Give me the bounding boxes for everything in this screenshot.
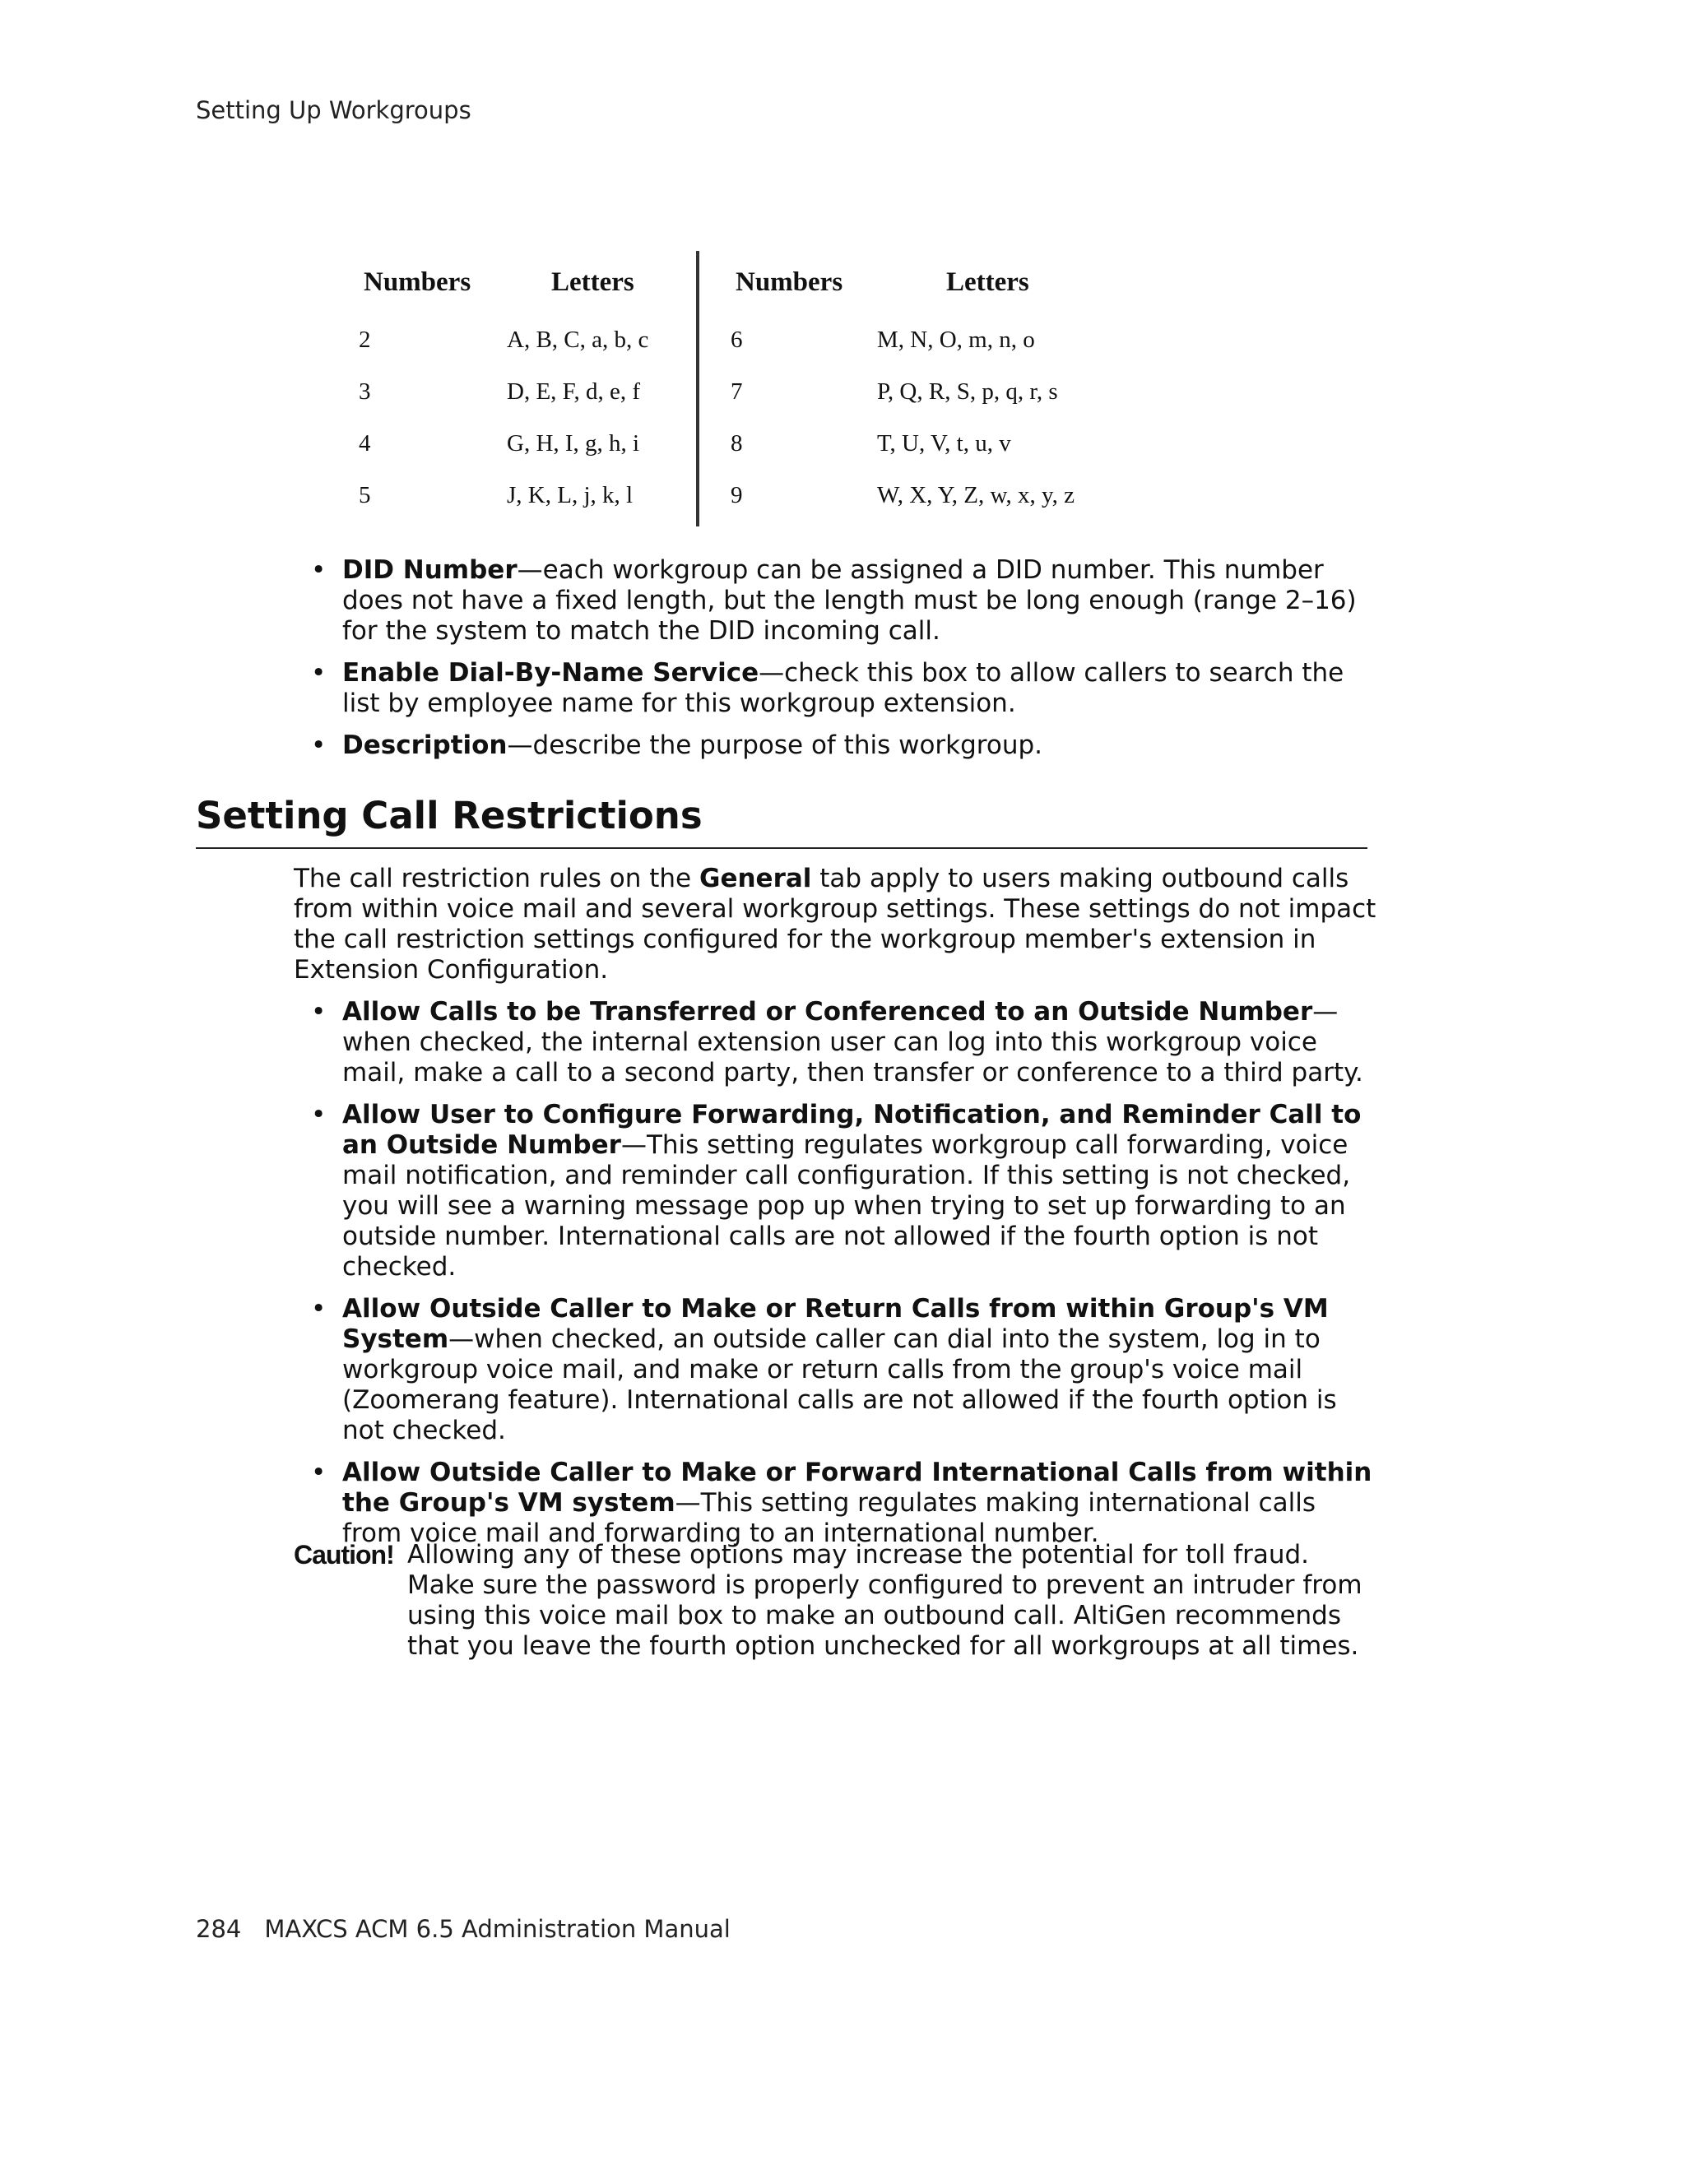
manual-title: MAXCS ACM 6.5 Administration Manual (264, 1915, 731, 1943)
list-item-term: Allow Outside Caller to Make or Forward International Calls from within the Group's VM system (342, 1458, 1372, 1518)
table-cell-letters: M, N, O, m, n, o (877, 327, 1035, 353)
table-cell-letters: D, E, F, d, e, f (507, 378, 640, 405)
workgroup-field-list (311, 555, 1381, 772)
list-item: • Allow User to Configure Forwarding, Notification, and Reminder Call to an Outside Number—This setting regulates workgroup call forwarding, voice mail notification, and reminder call configuration. If this setting is not checked, you will see a warning message pop up when trying to set up forwarding to an outside number. International calls are not allowed if the fourth option is not checked. (311, 1100, 1362, 1282)
list-item: • Allow Outside Caller to Make or Return Calls from within Group's VM System—when checked, an outside caller can dial into the system, log in to workgroup voice mail, and make or return calls from the group's voice mail (Zoomerang feature). International calls are not allowed if the fourth option is not checked. (311, 1294, 1337, 1445)
page-footer (196, 1915, 731, 1943)
call-restriction-list (311, 997, 1381, 1560)
table-cell-number: 5 (359, 482, 371, 508)
table-header-numbers-left: Numbers (364, 267, 471, 297)
list-item-term: Enable Dial-By-Name Service (342, 658, 759, 688)
table-cell-number: 9 (731, 482, 743, 508)
list-item: • Allow Calls to be Transferred or Conferenced to an Outside Number—when checked, the internal extension user can log into this workgroup voice mail, make a call to a second party, then transfer or conference to a third party. (311, 997, 1363, 1087)
table-cell-number: 3 (359, 378, 371, 405)
table-cell-letters: G, H, I, g, h, i (507, 430, 640, 457)
table-cell-number: 7 (731, 378, 743, 405)
caution-label: Caution! (294, 1540, 394, 1570)
list-item-term: Allow Outside Caller to Make or Return Calls from within Group's VM System (342, 1294, 1329, 1354)
table-header-numbers-right: Numbers (736, 267, 843, 297)
table-cell-letters: P, Q, R, S, p, q, r, s (877, 378, 1058, 405)
table-header-letters-left: Letters (551, 267, 634, 297)
list-item-text: —when checked, an outside caller can dial into the system, log in to workgroup voice mail, and make or return calls from the group's voice mail (Zoomerang feature). International calls are not allowed if the fourth option is not checked. (342, 1324, 1337, 1445)
list-item: • Description—describe the purpose of this workgroup. (311, 730, 1043, 760)
table-cell-number: 6 (731, 327, 743, 353)
list-item-term: Allow User to Configure Forwarding, Notification, and Reminder Call to an Outside Number (342, 1100, 1362, 1160)
intro-text-cont: tab apply to users making outbound calls from within voice mail and several workgroup settings. These settings do not impact the call restriction settings configured for the workgroup member's extension in Extension Configuration. (294, 864, 1376, 985)
caution-text: Allowing any of these options may increase the potential for toll fraud. Make sure the password is properly configured to prevent an intruder from using this voice mail box to make an outbound call. AltiGen recommends that you leave the fourth option unchecked for all workgroups at all times. (407, 1540, 1362, 1661)
table-cell-number: 2 (359, 327, 371, 353)
list-item-text: —This setting regulates workgroup call forwarding, voice mail notification, and reminder call configuration. If this setting is not checked, you will see a warning message pop up when trying to set up forwarding to an outside number. International calls are not allowed if the fourth option is not checked. (342, 1130, 1351, 1282)
list-item-text: —describe the purpose of this workgroup. (507, 730, 1043, 760)
list-item-text: —This setting regulates making international calls from voice mail and forwarding to an international number. (342, 1488, 1316, 1548)
table-cell-letters: A, B, C, a, b, c (507, 327, 649, 353)
list-item-text: —when checked, the internal extension user can log into this workgroup voice mail, make a call to a second party, then transfer or conference to a third party. (342, 997, 1363, 1087)
list-item: • Allow Outside Caller to Make or Forward International Calls from within the Group's VM system—This setting regulates making international calls from voice mail and forwarding to an international number. (311, 1458, 1372, 1548)
list-item-term: DID Number (342, 555, 518, 585)
list-item: • DID Number—each workgroup can be assigned a DID number. This number does not have a fixed length, but the length must be long enough (range 2–16) for the system to match the DID incoming call. (311, 555, 1357, 646)
list-item-term: Description (342, 730, 508, 760)
intro-text: The call restriction rules on the (294, 864, 699, 893)
page-number: 284 (196, 1915, 242, 1943)
running-header: Setting Up Workgroups (196, 96, 471, 124)
table-cell-letters: J, K, L, j, k, l (507, 482, 634, 508)
table-cell-number: 8 (731, 430, 743, 457)
list-item: • Enable Dial-By-Name Service—check this box to allow callers to search the list by employee name for this workgroup extension. (311, 658, 1344, 718)
intro-bold-term: General (699, 864, 812, 893)
table-cell-letters: T, U, V, t, u, v (877, 430, 1011, 457)
table-cell-letters: W, X, Y, Z, w, x, y, z (877, 482, 1075, 508)
list-item-term: Allow Calls to be Transferred or Conferenced to an Outside Number (342, 997, 1313, 1027)
list-item-text: —check this box to allow callers to search the list by employee name for this workgroup extension. (342, 658, 1344, 718)
table-cell-number: 4 (359, 430, 371, 457)
list-item-text: —each workgroup can be assigned a DID number. This number does not have a fixed length, but the length must be long enough (range 2–16) for the system to match the DID incoming call. (342, 555, 1357, 646)
section-intro (294, 864, 1380, 985)
table-divider (696, 251, 699, 526)
table-header-letters-right: Letters (946, 267, 1029, 297)
section-heading: Setting Call Restrictions (196, 791, 1367, 849)
keypad-letter-table (346, 251, 1127, 526)
